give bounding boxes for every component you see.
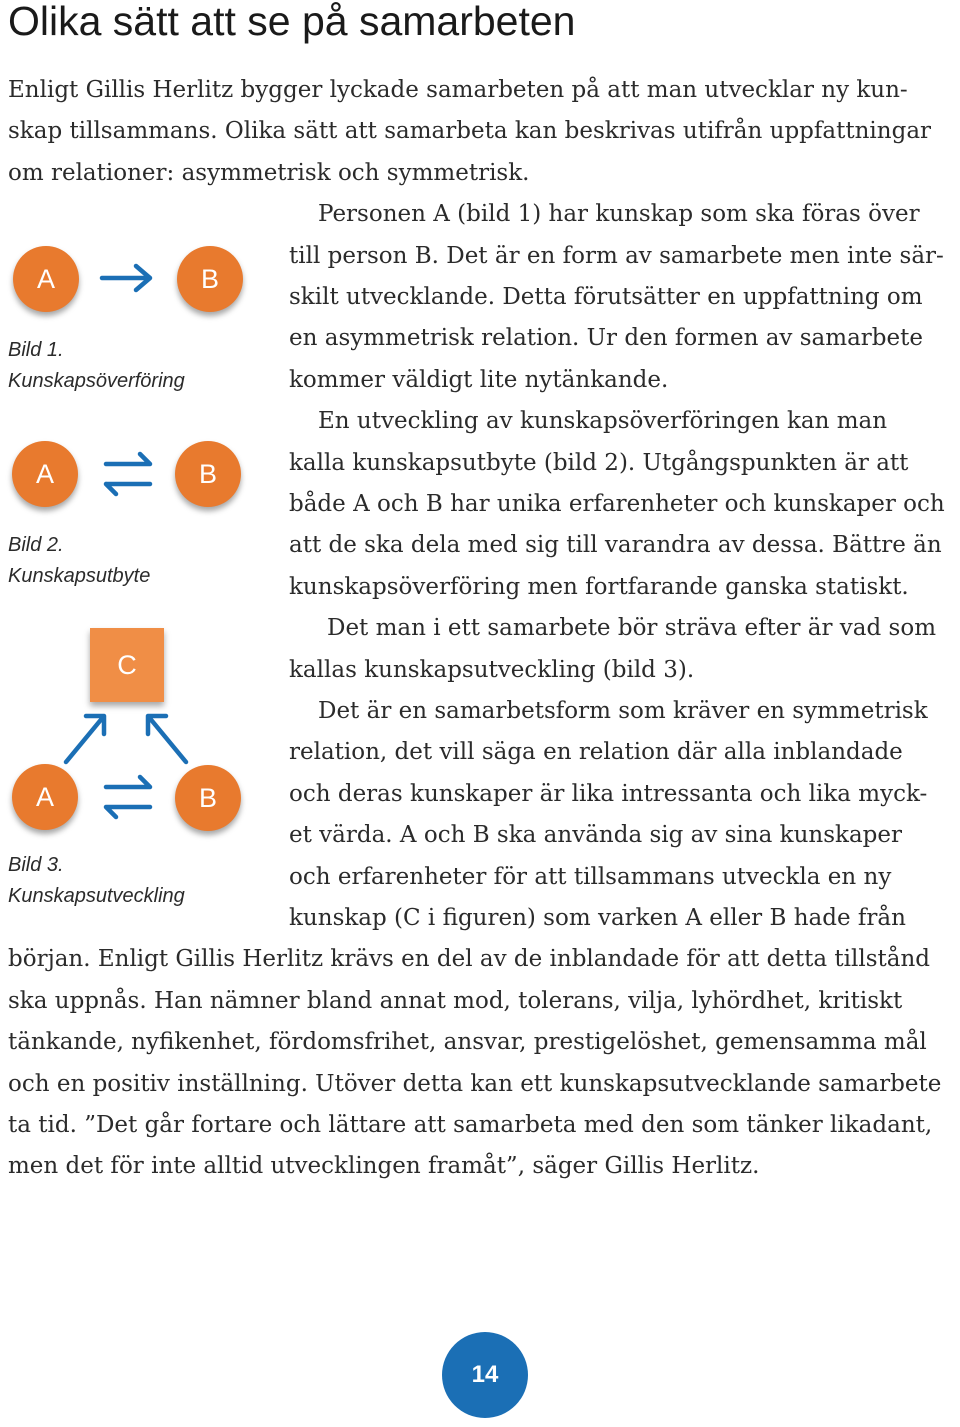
caption-fig3-title: Kunskapsutveckling — [8, 885, 185, 907]
text-line: relation, det vill säga en relation där alla inblandade — [289, 739, 903, 766]
text-line: Enligt Gillis Herlitz bygger lyckade samarbeten på att man utvecklar ny kun- — [8, 77, 908, 103]
page-number-badge: 14 — [442, 1332, 528, 1418]
node-b-fig1: B — [177, 246, 243, 312]
text-line: att de ska dela med sig till varandra av dessa. Bättre än — [289, 532, 942, 559]
text-line: En utveckling av kunskapsöverföringen kan man — [318, 408, 888, 435]
text-line: början. Enligt Gillis Herlitz krävs en del av de inblandade för att detta tillstånd — [8, 946, 931, 973]
caption-fig1-number: Bild 1. — [8, 339, 64, 361]
text-line: kunskap (C i figuren) som varken A eller B hade från — [289, 905, 906, 931]
text-line: kommer väldigt lite nytänkande. — [289, 366, 669, 393]
text-line: tänkande, nyfikenhet, fördomsfrihet, ansvar, prestigelöshet, gemensamma mål — [8, 1029, 927, 1056]
caption-fig1-title: Kunskapsöverföring — [8, 370, 185, 392]
text-line: Det är en samarbetsform som kräver en symmetrisk — [318, 698, 928, 724]
text-line: och deras kunskaper är lika intressanta och lika myck- — [289, 780, 928, 807]
text-line: ta tid. ”Det går fortare och lättare att samarbeta med den som tänker likadant, — [8, 1112, 933, 1138]
caption-fig3-number: Bild 3. — [8, 854, 64, 876]
page-title: Olika sätt att se på samarbeten — [8, 0, 576, 44]
node-b-fig3: B — [175, 765, 241, 831]
text-line: om relationer: asymmetrisk och symmetrisk. — [8, 159, 530, 186]
caption-fig2-title: Kunskapsutbyte — [8, 565, 151, 587]
arrow-right-icon — [98, 262, 158, 294]
text-line: till person B. Det är en form av samarbete men inte sär- — [289, 242, 944, 269]
text-line: et värda. A och B ska använda sig av sina kunskaper — [289, 822, 903, 849]
text-line: kallas kunskapsutveckling (bild 3). — [289, 656, 695, 683]
text-line: Personen A (bild 1) har kunskap som ska föras över — [318, 201, 920, 228]
text-line: Det man i ett samarbete bör sträva efter är vad som — [327, 615, 937, 642]
node-a-fig1: A — [13, 246, 79, 312]
text-line: ska uppnås. Han nämner bland annat mod, tolerans, vilja, lyhördhet, kritiskt — [8, 987, 903, 1014]
exchange-arrows-icon — [100, 773, 156, 821]
text-line: men det för inte alltid utvecklingen framåt”, säger Gillis Herlitz. — [8, 1153, 760, 1180]
text-line: och erfarenheter för att tillsammans utveckla en ny — [289, 863, 892, 890]
text-line: kalla kunskapsutbyte (bild 2). Utgångspunkten är att — [289, 449, 909, 476]
text-line: både A och B har unika erfarenheter och kunskaper och — [289, 491, 945, 517]
text-line: skilt utvecklande. Detta förutsätter en uppfattning om — [289, 284, 923, 310]
text-line: kunskapsöverföring men fortfarande ganska statiskt. — [289, 573, 909, 600]
text-line: och en positiv inställning. Utöver detta kan ett kunskapsutvecklande samarbete — [8, 1070, 942, 1097]
arrow-up-right-icon — [60, 708, 112, 768]
node-a-fig3: A — [12, 764, 78, 830]
node-a-fig2: A — [12, 441, 78, 507]
node-b-fig2: B — [175, 441, 241, 507]
text-line: skap tillsammans. Olika sätt att samarbeta kan beskrivas utifrån uppfattningar — [8, 118, 932, 145]
arrow-up-left-icon — [140, 708, 192, 768]
caption-fig2-number: Bild 2. — [8, 534, 64, 556]
text-line: en asymmetrisk relation. Ur den formen av samarbete — [289, 325, 923, 352]
exchange-arrows-icon — [100, 450, 156, 498]
node-c-fig3: C — [90, 628, 164, 702]
